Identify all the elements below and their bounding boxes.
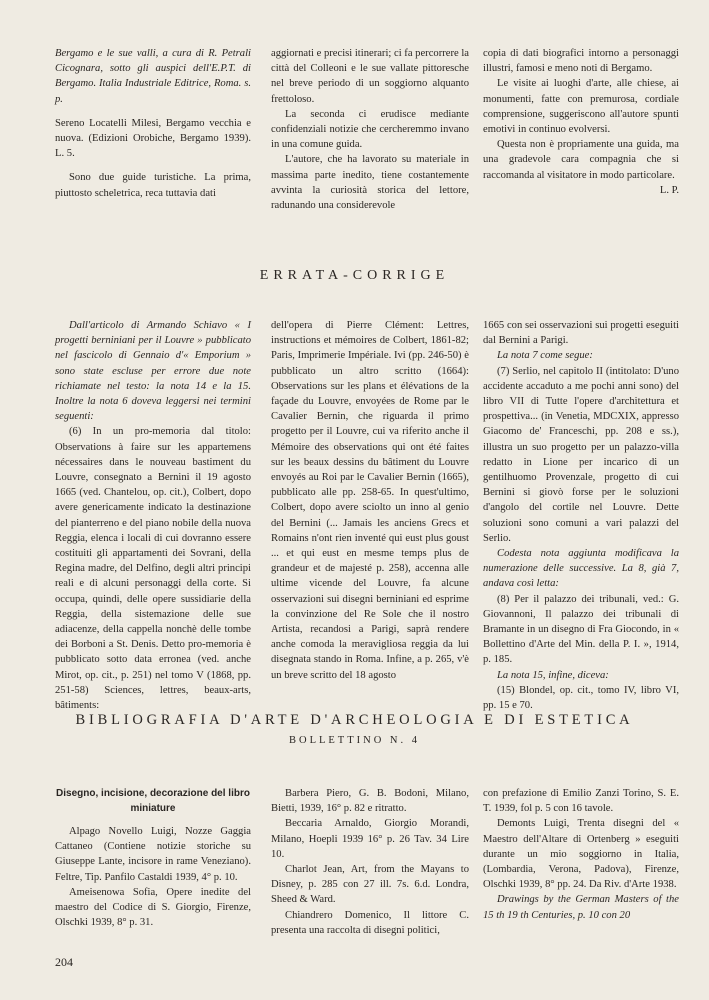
paragraph: Questa non è propriamente una guida, ma una gradevole cara compagnia che si raccomanda al visitatore in modo particolare. <box>483 139 679 181</box>
section-heading: Disegno, incisione, decorazione del libro miniature <box>56 788 250 814</box>
errata-column-1 <box>55 318 251 713</box>
paragraph: (15) Blondel, op. cit., tomo IV, libro VI, pp. 15 e 70. <box>483 684 679 712</box>
bibliography-heading: BIBLIOGRAFIA D'ARTE D'ARCHEOLOGIA E DI ESTETICA <box>75 712 634 728</box>
errata-column-3 <box>483 318 679 713</box>
bibliography-column-2 <box>271 786 469 938</box>
bibliography-entry: Beccaria Arnaldo, Giorgio Morandi, Milano, Hoepli 1939 16° p. 26 Tav. 34 Lire 10. <box>271 818 469 860</box>
page-number: 204 <box>55 955 73 969</box>
paragraph: dell'opera di Pierre Clément: Lettres, instructions et mémoires de Colbert, 1861-82; Paris, Imprimerie Impériale. Ivi (pp. 246-50) è pubblicato un altro scritto (1664): Observations sur les plans et élévations de la façade du Louvre, envoyées de Rome par le Cavalier Bernin, che riguarda il primo progetto per il Louvre, cui va riferito anche il Mémoire des observations qui ont été faites sur les beaux dessins du bâtiment du Louvre envoyés au Roi par le Cavalier Bernin (1665), pubblicato alle pp. 258-65. In quest'ultimo, Colbert, dopo avere sciolto un inno al genio del Bernini (... Jamais les anciens Grecs et Romains n'ont rien inventé qui eust plus goust ... et qui eust en mesme temps plus de grandeur et de majesté p. 258), accenna alle ultime vicende del Louvre, fa alcune osservazioni sui disegni berniniani ed esprime la convinzione del Re Sole che il nostro Artista, recandosi a Parigi, saprà rendere anche comoda la meravigliosa reggia da lui disegnata stando in Roma. Infine, a p. 265, v'è un breve scritto del 18 agosto <box>271 320 469 681</box>
paragraph: Dall'articolo di Armando Schiavo « I progetti berniniani per il Louvre » pubblicato nel fascicolo di Gennaio d'« Emporium » sono state escluse per errore due note richiamate nel testo: la nota 14 e la 15. Inoltre la nota 6 doveva leggersi nei termini seguenti: <box>55 320 251 423</box>
paragraph: Sereno Locatelli Milesi, Bergamo vecchia e nuova. (Edizioni Orobiche, Bergamo 1939). L. 5. <box>55 117 251 160</box>
paragraph: L'autore, che ha lavorato su materiale in massima parte inedito, tiene costantemente avvinta la curiosità storica del lettore, radunando una considerevole <box>271 154 469 212</box>
bibliography-entry: Demonts Luigi, Trenta disegni del « Maestro dell'Altare di Ortenberg » eseguiti durante un mio soggiorno in Italia, (Lombardia, Verona, Padova), Firenze, Olschki 1939, 8° pp. 24. Da Riv. d'Arte 1938. <box>483 818 679 891</box>
errata-column-2 <box>271 318 469 683</box>
bibliography-entry: Ameisenowa Sofia, Opere inedite del maestro del Codice di S. Giorgio, Firenze, Olschki 1939, 8° p. 31. <box>55 886 251 929</box>
paragraph: (7) Serlio, nel capitolo II (intitolato: D'uno accidente accaduto a me pochi anni sono) del libro VII di Tutte l'opere d'architettura et prospettiva... (in Venetia, MDCXIX, appresso Giacomo de' Franceschi, pp. 208 e ss.), illustra un suo progetto per un palazzo-villa redatto in Lione per incarico di un gentilhuomo Provenzale, progetto di cui Bernini si giovò forse per le soluzioni d'angolo del cortile nel Louvre. Dette soluzioni sono comuni a vari palazzi del Serlio. <box>483 365 679 544</box>
paragraph: La seconda ci erudisce mediante confidenziali notizie che cercheremmo invano in una comune guida. <box>271 108 469 151</box>
paragraph: Bergamo e le sue valli, a cura di R. Petrali Cicognara, sotto gli auspici dell'E.P.T. di Bergamo. Italia Industriale Editrice, Roma. s. p. <box>55 48 251 105</box>
bibliography-entry: Chiandrero Domenico, Il littore C. presenta una raccolta di disegni politici, <box>271 909 469 936</box>
top-column-1 <box>55 46 251 201</box>
bibliography-column-1 <box>55 786 251 930</box>
paragraph: Codesta nota aggiunta modificava la numerazione delle successive. La 8, già 7, andava così letta: <box>483 548 679 590</box>
bulletin-subheading: BOLLETTINO N. 4 <box>288 735 421 746</box>
paragraph: copia di dati biografici intorno a personaggi illustri, famosi e meno noti di Bergamo. <box>483 48 679 75</box>
bibliography-entry: Charlot Jean, Art, from the Mayans to Disney, p. 285 con 27 ill. 7s. 6.d. Londra, Sheed & Ward. <box>271 864 469 906</box>
paragraph: Sono due guide turistiche. La prima, piuttosto scheletrica, reca tuttavia dati <box>55 172 251 199</box>
bibliography-entry: Drawings by the German Masters of the 15 th 19 th Centuries, p. 10 con 20 <box>483 894 679 921</box>
paragraph: 1665 con sei osservazioni sui progetti eseguiti dal Bernini a Parigi. <box>483 320 679 347</box>
bibliography-entry: Alpago Novello Luigi, Nozze Gaggia Cattaneo (Contiene notizie storiche su Giuseppe Lante, incisore in rame Veneziano). Feltre, Tip. Panfilo Castaldi 1939, 4° p. 10. <box>55 826 251 883</box>
top-column-3 <box>483 46 679 198</box>
bibliography-column-3 <box>483 786 679 923</box>
errata-heading: ERRATA-CORRIGE <box>259 268 450 283</box>
paragraph: Le visite ai luoghi d'arte, alle chiese, ai monumenti, fatte con premurosa, cordiale comprensione, suggeriscono all'autore spunti emotivi in continuo evolversi. <box>483 78 679 136</box>
paragraph: aggiornati e precisi itinerari; ci fa percorrere la città del Colleoni e le sue vallate pittoresche nel breve periodo di un soggiorno alquanto frettoloso. <box>271 48 469 105</box>
paragraph: La nota 7 come segue: <box>497 350 593 362</box>
paragraph: (6) In un pro-memoria dal titolo: Observations à faire sur les appartemens nécessaires dans le nouveau bastiment du Louvre, consegnato a Bernini il 19 agosto 1665 (ved. Chantelou, op. cit.), Colbert, dopo avere genericamente indicato la destinazione del pianterreno e del piano nobile della nuova Reggia, elenca i locali di cui dovranno essere costituiti gli appartamenti dei Sovrani, della Regina madre, del Delfino, degli altri principi reali e di alcuni personaggi della corte. Si occupa, quindi, delle opere sussidiarie della Reggia, della sistemazione delle sue adiacenze, della cappella nonchè delle tombe dei Borboni a St. Denis. Detto pro-memoria è pubblicato sotto data erronea (ved. anche Mirot, op. cit., p. 251) nel tomo V (1868, pp. 251-58) Sciences, lettres, beaux-arts, bâtiments: <box>55 426 251 712</box>
top-column-2 <box>271 46 469 213</box>
signature: L. P. <box>659 184 679 196</box>
bibliography-entry: con prefazione di Emilio Zanzi Torino, S. E. T. 1939, fol p. 5 con 16 tavole. <box>483 788 679 815</box>
paragraph: La nota 15, infine, diceva: <box>497 669 609 681</box>
paragraph: (8) Per il palazzo dei tribunali, ved.: G. Giovannoni, Il palazzo dei tribunali di Bramante in un disegno di Fra Giocondo, in « Bollettino d'Arte del Min. della P. I. », 1914, p. 185. <box>483 593 679 666</box>
bibliography-entry: Barbera Piero, G. B. Bodoni, Milano, Bietti, 1939, 16° p. 82 e ritratto. <box>271 788 469 815</box>
